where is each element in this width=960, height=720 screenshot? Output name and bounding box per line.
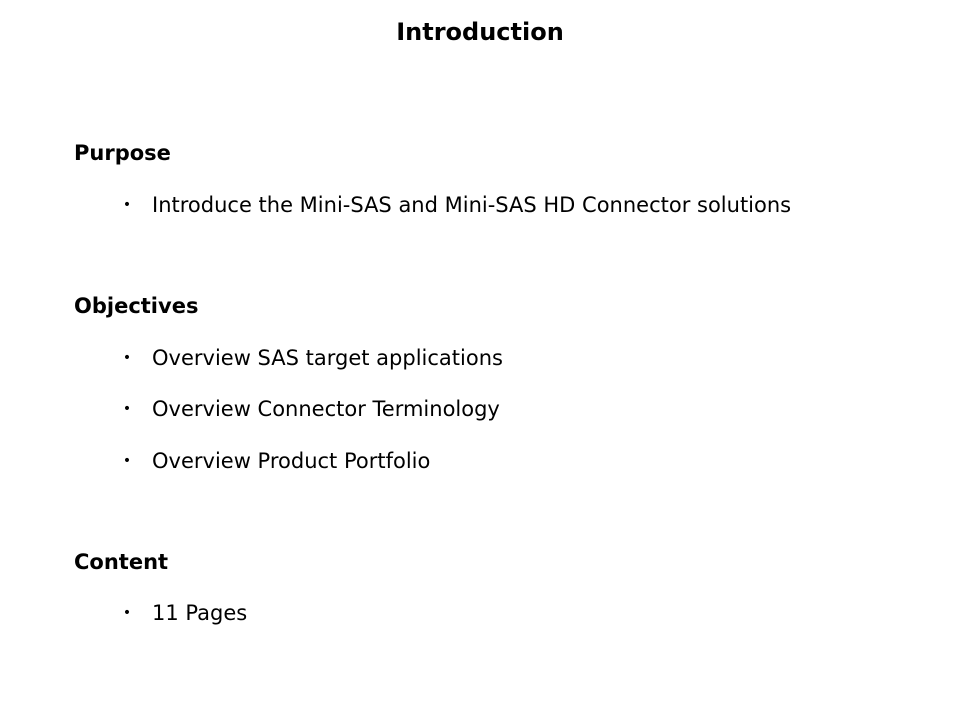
bullet-icon: •	[122, 197, 132, 213]
list-item-text: Overview SAS target applications	[152, 346, 503, 370]
list-item-text: Introduce the Mini-SAS and Mini-SAS HD Connector solutions	[152, 193, 792, 217]
list-item-text: Overview Product Portfolio	[152, 449, 431, 473]
bullet-icon: •	[122, 605, 132, 621]
slide-title: Introduction	[396, 18, 564, 46]
list-item-text: Overview Connector Terminology	[152, 397, 500, 421]
bullet-icon: •	[122, 453, 132, 469]
section-heading-objectives: Objectives	[74, 294, 199, 318]
list-item-text: 11 Pages	[152, 601, 248, 625]
section-heading-content: Content	[74, 550, 169, 574]
bullet-icon: •	[122, 401, 132, 417]
bullet-icon: •	[122, 350, 132, 366]
section-heading-purpose: Purpose	[74, 141, 171, 165]
